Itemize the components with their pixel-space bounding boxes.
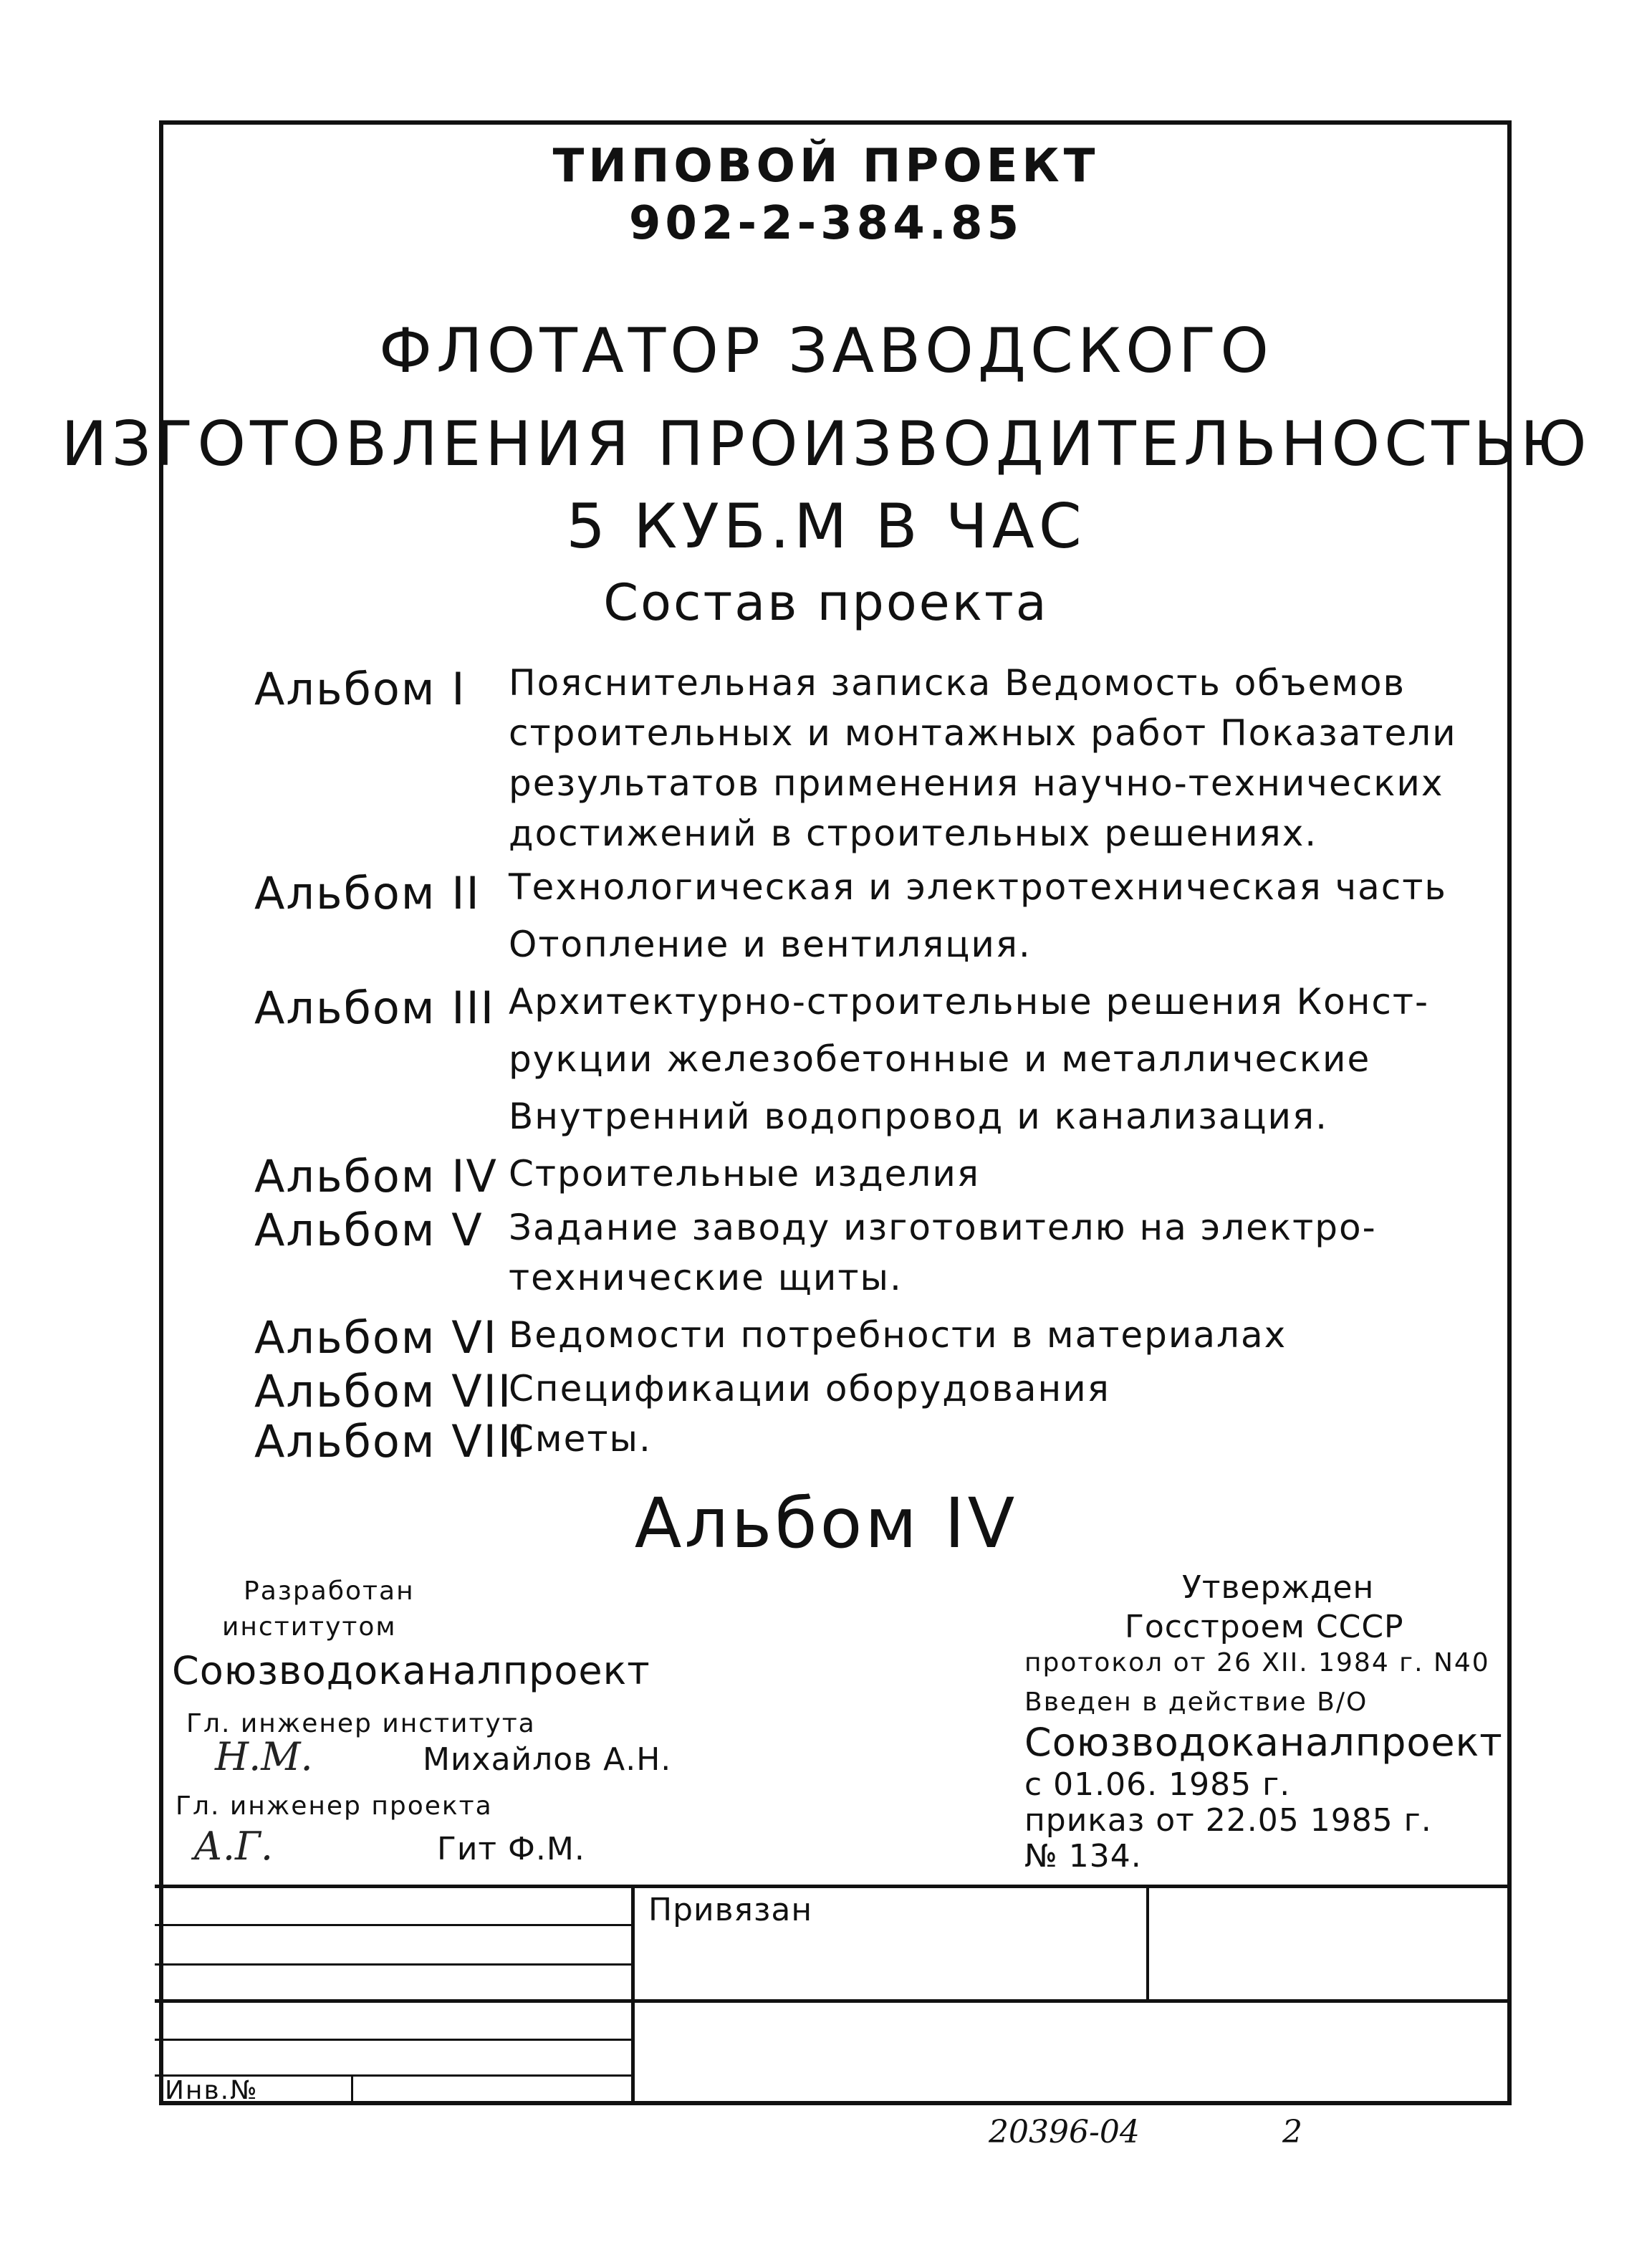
album-label: Альбом VII (254, 1365, 513, 1417)
album-desc-line: результатов применения научно-технических (509, 762, 1444, 804)
album-desc-line: Технологическая и электротехническая часть (509, 866, 1447, 908)
developed-label: Разработан (244, 1576, 415, 1606)
album-desc-line: Архитектурно-строительные решения Конст- (509, 981, 1430, 1023)
album-desc-line: Пояснительная записка Ведомость объемов (509, 662, 1406, 704)
album-desc-line: Внутренний водопровод и канализация. (509, 1096, 1328, 1137)
enacted: Введен в действие В/О (1024, 1688, 1368, 1717)
developed-by-label: институтом (222, 1612, 397, 1642)
album-label: Альбом I (254, 663, 466, 715)
chief-institute-label: Гл. инженер института (186, 1709, 536, 1738)
album-desc-line: достижений в строительных решениях. (509, 813, 1318, 854)
composition-heading: Состав проекта (603, 573, 1049, 632)
album-desc-line: Отопление и вентиляция. (509, 924, 1032, 965)
inventory-label: Инв.№ (165, 2076, 259, 2105)
approver-org: Союзводоканалпроект (1024, 1720, 1503, 1765)
album-desc-line: Ведомости потребности в материалах (509, 1314, 1287, 1356)
album-desc-line: рукции железобетонные и металлические (509, 1038, 1371, 1080)
approved-by: Госстроем СССР (1125, 1609, 1404, 1645)
chief-institute-name: Михайлов А.Н. (423, 1741, 672, 1778)
album-desc-line: строительных и монтажных работ Показатели (509, 712, 1457, 754)
order-date: приказ от 22.05 1985 г. (1024, 1802, 1432, 1839)
album-label: Альбом IV (254, 1150, 498, 1202)
title-line-1: ФЛОТАТОР ЗАВОДСКОГО (379, 315, 1273, 387)
current-album: Альбом IV (634, 1483, 1018, 1564)
album-label: Альбом V (254, 1204, 484, 1256)
effective-date: с 01.06. 1985 г. (1024, 1766, 1291, 1803)
album-desc-line: технические щиты. (509, 1257, 903, 1298)
album-label: Альбом III (254, 982, 496, 1034)
order-number: № 134. (1024, 1838, 1142, 1875)
project-number: 902-2-384.85 (628, 197, 1024, 250)
album-label: Альбом VIII (254, 1415, 527, 1468)
album-desc-line: Задание заводу изготовителю на электро- (509, 1207, 1377, 1248)
album-desc-line: Спецификации оборудования (509, 1368, 1110, 1409)
album-label: Альбом VI (254, 1311, 498, 1364)
album-label: Альбом II (254, 867, 481, 919)
signature-project: А.Г. (193, 1824, 273, 1869)
album-desc-line: Строительные изделия (509, 1153, 980, 1195)
signature-institute: Н.М. (215, 1734, 313, 1779)
protocol: протокол от 26 XII. 1984 г. N40 (1024, 1648, 1490, 1677)
approved-label: Утвержден (1182, 1569, 1375, 1606)
title-line-2: ИЗГОТОВЛЕНИЯ ПРОИЗВОДИТЕЛЬНОСТЬЮ (61, 408, 1591, 480)
document-number: 20396-04 (989, 2114, 1140, 2150)
page-number: 2 (1282, 2114, 1302, 2150)
chief-project-name: Гит Ф.М. (437, 1831, 585, 1867)
bound-label: Привязан (648, 1892, 813, 1928)
project-type: ТИПОВОЙ ПРОЕКТ (552, 140, 1100, 193)
chief-project-label: Гл. инженер проекта (176, 1791, 493, 1821)
album-desc-line: Сметы. (509, 1418, 652, 1460)
developer-org: Союзводоканалпроект (172, 1648, 650, 1693)
title-line-3: 5 КУБ.М В ЧАС (566, 491, 1086, 563)
